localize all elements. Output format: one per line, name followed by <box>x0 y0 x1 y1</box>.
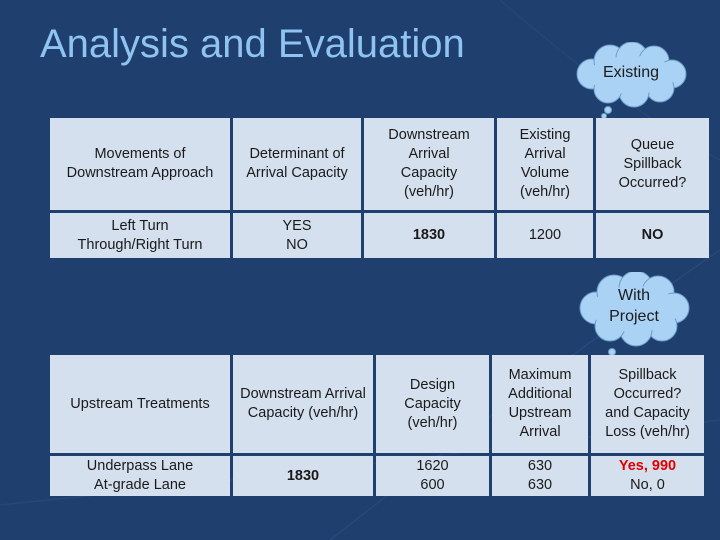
header-line: Capacity (veh/hr) <box>247 405 359 421</box>
col-header-downstream-arrival-capacity <box>233 355 373 453</box>
cell-determinant <box>233 213 361 258</box>
cell-arrival-volume: 1200 <box>497 213 593 258</box>
cell-queue-spillback: NO <box>596 213 709 258</box>
col-header-max-additional-arrival <box>492 355 588 453</box>
header-line: Capacity <box>400 165 458 181</box>
header-line: Occurred? <box>613 386 682 402</box>
header-line: (veh/hr) <box>520 184 570 200</box>
cell-line: No, 0 <box>630 477 665 493</box>
header-line: Upstream <box>508 405 572 421</box>
header-line: Arrival <box>524 146 566 162</box>
existing-label: Existing <box>602 63 660 81</box>
header-line: Occurred? <box>618 174 687 191</box>
table-header-row <box>50 118 709 210</box>
slide-title: Analysis and Evaluation <box>40 22 465 66</box>
table-header-row <box>50 355 704 453</box>
col-header-movements <box>50 118 230 210</box>
header-line: (veh/hr) <box>404 184 454 200</box>
header-line: (veh/hr) <box>407 414 458 431</box>
cell-line: NO <box>286 236 308 253</box>
cell-downstream-capacity: 1830 <box>364 213 494 258</box>
header-line: Downstream <box>388 127 470 143</box>
header-line: Downstream Arrival <box>240 386 366 402</box>
cell-line: 630 <box>527 477 553 493</box>
cell-movements <box>50 213 230 258</box>
cell-line: Through/Right Turn <box>77 236 203 253</box>
header-line: Arrival <box>519 424 561 440</box>
cell-spillback-capacity-loss <box>591 456 704 496</box>
with-project-line1: With <box>617 287 650 304</box>
header-line: and Capacity <box>605 405 690 421</box>
with-project-label <box>576 272 692 340</box>
col-header-arrival-volume <box>497 118 593 210</box>
col-header-determinant <box>233 118 361 210</box>
header-line: Spillback <box>623 155 682 172</box>
col-header-queue-spillback <box>596 118 709 210</box>
existing-callout <box>572 42 690 120</box>
header-line: Additional <box>508 386 572 402</box>
header-line: Upstream Treatments <box>70 395 210 412</box>
header-line: Maximum <box>508 367 572 383</box>
cell-line: Underpass Lane <box>86 458 194 474</box>
cell-line: 630 <box>527 458 553 474</box>
cell-line: 600 <box>420 477 445 493</box>
header-line: Existing <box>519 127 571 143</box>
cell-line: 1620 <box>416 458 449 474</box>
cell-max-additional-arrival <box>492 456 588 496</box>
header-line: Arrival Capacity <box>246 165 348 181</box>
table-row <box>50 213 709 258</box>
cell-line: Left Turn <box>111 217 169 234</box>
header-line: Queue <box>630 136 675 153</box>
cell-downstream-arrival-capacity: 1830 <box>233 456 373 496</box>
cell-line: At-grade Lane <box>94 477 186 493</box>
cell-line: YES <box>282 217 312 234</box>
header-line: Capacity <box>404 395 461 412</box>
col-header-spillback-capacity-loss <box>591 355 704 453</box>
with-project-line2: Project <box>609 308 659 325</box>
table-row <box>50 456 704 496</box>
col-header-upstream-treatments <box>50 355 230 453</box>
cell-treatments <box>50 456 230 496</box>
col-header-design-capacity <box>376 355 489 453</box>
header-line: Spillback <box>618 367 677 383</box>
header-line: Design <box>409 376 456 393</box>
header-line: Movements of <box>94 146 186 162</box>
cell-design-capacity <box>376 456 489 496</box>
header-line: Arrival <box>408 146 450 162</box>
header-line: Volume <box>520 165 570 181</box>
col-header-downstream-capacity <box>364 118 494 210</box>
with-project-table <box>50 355 704 496</box>
existing-conditions-table <box>50 118 709 258</box>
header-line: Determinant of <box>249 146 345 162</box>
with-project-callout <box>576 272 692 364</box>
cell-line: Yes, 990 <box>618 458 677 474</box>
header-line: Loss (veh/hr) <box>605 424 690 440</box>
header-line: Downstream Approach <box>66 165 214 181</box>
